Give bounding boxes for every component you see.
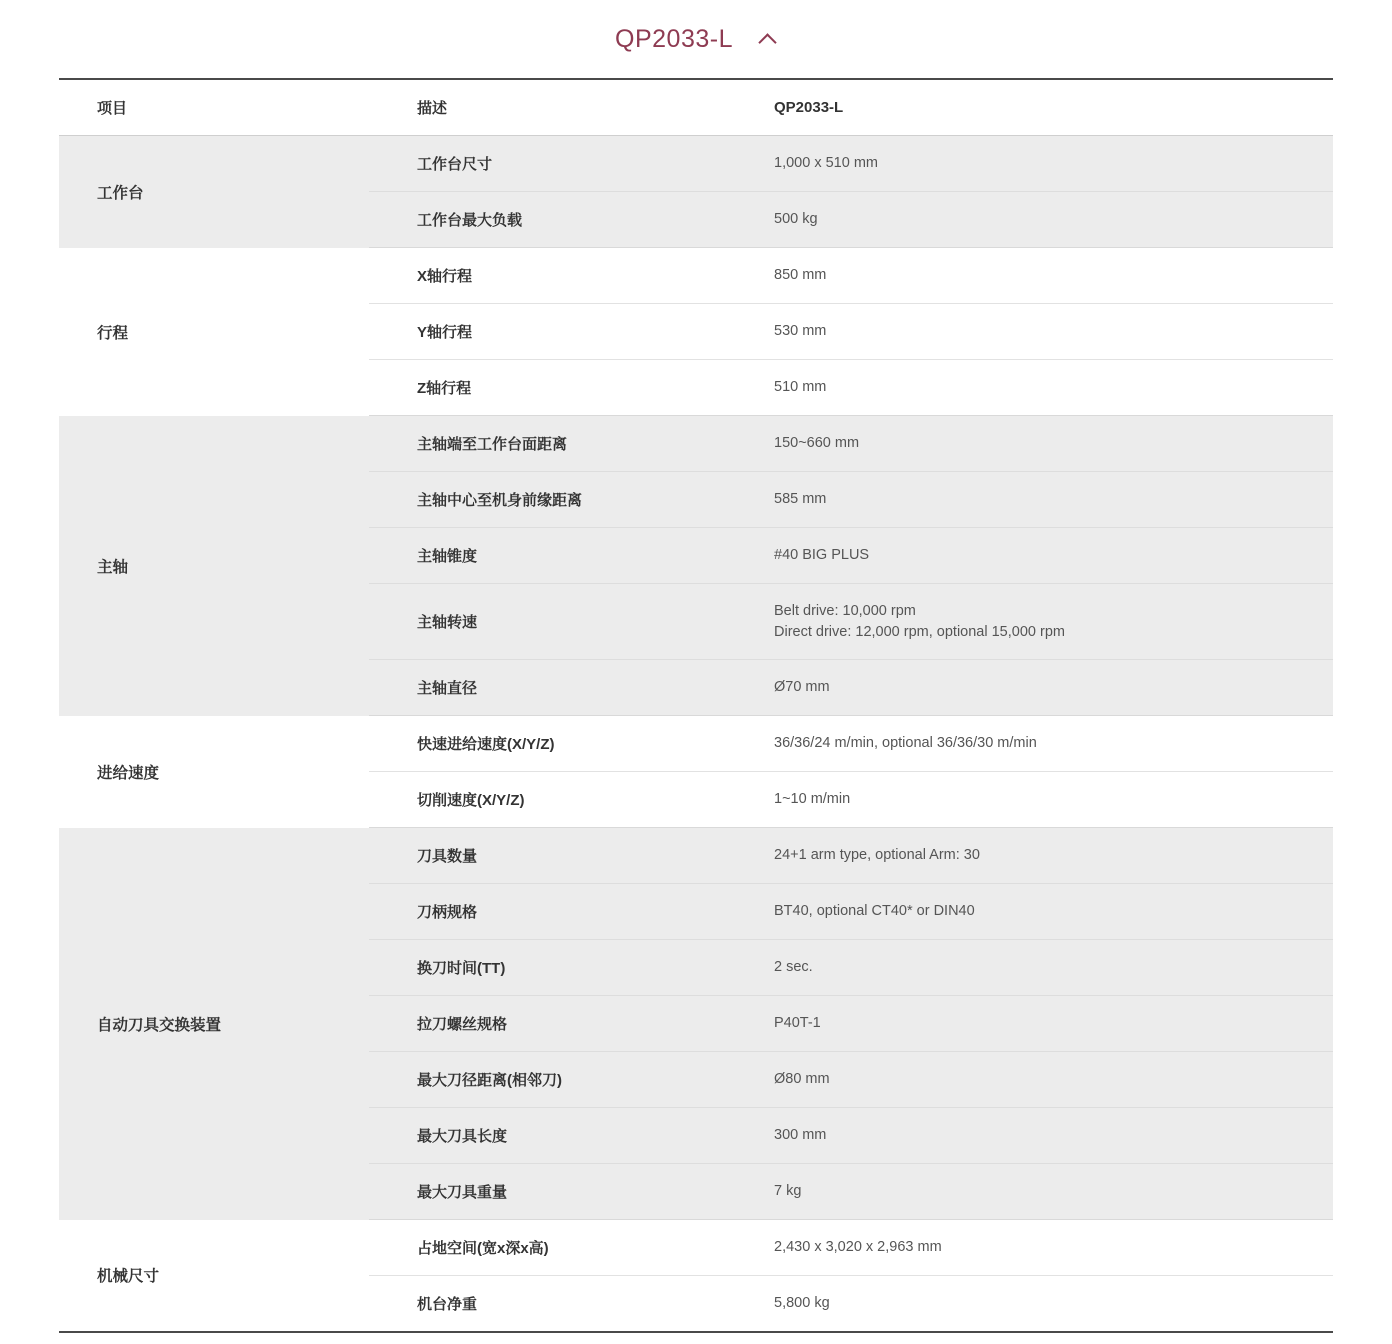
row-description: 主轴端至工作台面距离 xyxy=(369,416,749,472)
row-value xyxy=(749,660,1333,716)
row-value-line: 24+1 arm type, optional Arm: 30 xyxy=(774,847,980,864)
row-value-line: BT40, optional CT40* or DIN40 xyxy=(774,903,975,920)
row-category-label: 机械尺寸 xyxy=(97,1268,160,1286)
row-value-line: #40 BIG PLUS xyxy=(774,547,870,564)
row-value xyxy=(749,304,1333,360)
row-description: 最大刀具长度 xyxy=(369,1108,749,1164)
row-value xyxy=(749,716,1333,772)
row-value-line: 1~10 m/min xyxy=(774,791,851,808)
row-description: 换刀时间(TT) xyxy=(369,940,749,996)
row-value-line: 2,430 x 3,020 x 2,963 mm xyxy=(774,1239,942,1256)
row-value-line: Belt drive: 10,000 rpm xyxy=(774,603,916,619)
row-value xyxy=(749,360,1333,416)
row-value xyxy=(749,136,1333,192)
row-category-label: 进给速度 xyxy=(97,764,160,782)
row-value xyxy=(749,528,1333,584)
row-description: 机台净重 xyxy=(417,1296,478,1314)
table-header-row xyxy=(59,79,1333,136)
row-value xyxy=(749,584,1333,660)
row-value xyxy=(749,772,1333,828)
row-description: 快速进给速度(X/Y/Z) xyxy=(369,716,749,772)
row-description: 主轴锥度 xyxy=(369,528,749,584)
page-title-bar xyxy=(0,0,1392,78)
table-row xyxy=(59,248,1333,304)
row-description: 主轴中心至机身前缘距离 xyxy=(369,472,749,528)
row-value-line: 1,000 x 510 mm xyxy=(774,155,878,172)
column-header-category: 项目 xyxy=(97,100,128,117)
row-description: 拉刀螺丝规格 xyxy=(369,996,749,1052)
row-description: 主轴直径 xyxy=(369,660,749,716)
row-category-label: 自动刀具交换装置 xyxy=(59,828,369,1220)
row-value-line: 36/36/24 m/min, optional 36/36/30 m/min xyxy=(774,735,1037,752)
row-description: Z轴行程 xyxy=(369,360,749,416)
row-value-line: 530 mm xyxy=(774,323,827,340)
page-title: QP2033-L xyxy=(615,24,733,53)
row-description: 刀具数量 xyxy=(369,828,749,884)
table-row xyxy=(59,828,1333,884)
row-value-line: P40T-1 xyxy=(774,1015,821,1032)
row-value-line: 7 kg xyxy=(774,1183,802,1200)
row-value xyxy=(749,248,1333,304)
row-value xyxy=(749,940,1333,996)
row-description: 刀柄规格 xyxy=(369,884,749,940)
row-value xyxy=(749,828,1333,884)
row-value xyxy=(749,472,1333,528)
row-value-line: Ø80 mm xyxy=(774,1071,830,1088)
row-description: 最大刀径距离(相邻刀) xyxy=(369,1052,749,1108)
row-category-label: 行程 xyxy=(97,324,129,342)
table-row xyxy=(59,136,1333,192)
column-header-description: 描述 xyxy=(417,100,448,117)
chevron-up-icon[interactable] xyxy=(759,30,777,48)
column-header-model: QP2033-L xyxy=(774,99,844,116)
row-value xyxy=(749,996,1333,1052)
row-description: 占地空间(宽x深x高) xyxy=(369,1220,749,1276)
row-description: 工作台尺寸 xyxy=(369,136,749,192)
row-category-label: 工作台 xyxy=(59,136,369,248)
row-value xyxy=(749,416,1333,472)
row-description: 切削速度(X/Y/Z) xyxy=(369,772,749,828)
row-description: 工作台最大负载 xyxy=(369,192,749,248)
row-value-line: 300 mm xyxy=(774,1127,827,1144)
row-value xyxy=(749,1276,1333,1332)
row-value xyxy=(749,1164,1333,1220)
row-description: 最大刀具重量 xyxy=(369,1164,749,1220)
table-body xyxy=(59,136,1333,1332)
table-row xyxy=(59,716,1333,772)
row-value-line: Ø70 mm xyxy=(774,679,830,696)
specification-table xyxy=(59,78,1333,1331)
row-value xyxy=(749,1052,1333,1108)
table-bottom-rule xyxy=(59,1331,1333,1333)
row-value-line: 585 mm xyxy=(774,491,827,508)
row-value-line: 500 kg xyxy=(774,211,818,228)
row-description: 主轴转速 xyxy=(369,584,749,660)
row-category-label: 主轴 xyxy=(59,416,369,716)
row-value xyxy=(749,1108,1333,1164)
table-row xyxy=(59,416,1333,472)
row-value-line: 150~660 mm xyxy=(774,435,860,452)
row-description: X轴行程 xyxy=(369,248,749,304)
row-description: Y轴行程 xyxy=(369,304,749,360)
row-value-line: Direct drive: 12,000 rpm, optional 15,000 rpm xyxy=(774,623,1065,640)
table-row xyxy=(59,1220,1333,1276)
row-value xyxy=(749,884,1333,940)
row-value-line: 510 mm xyxy=(774,379,827,396)
row-value-line: 850 mm xyxy=(774,267,827,284)
row-value-line: 2 sec. xyxy=(774,959,813,976)
row-value xyxy=(749,192,1333,248)
row-value xyxy=(749,1220,1333,1276)
row-value-line: 5,800 kg xyxy=(774,1295,830,1312)
